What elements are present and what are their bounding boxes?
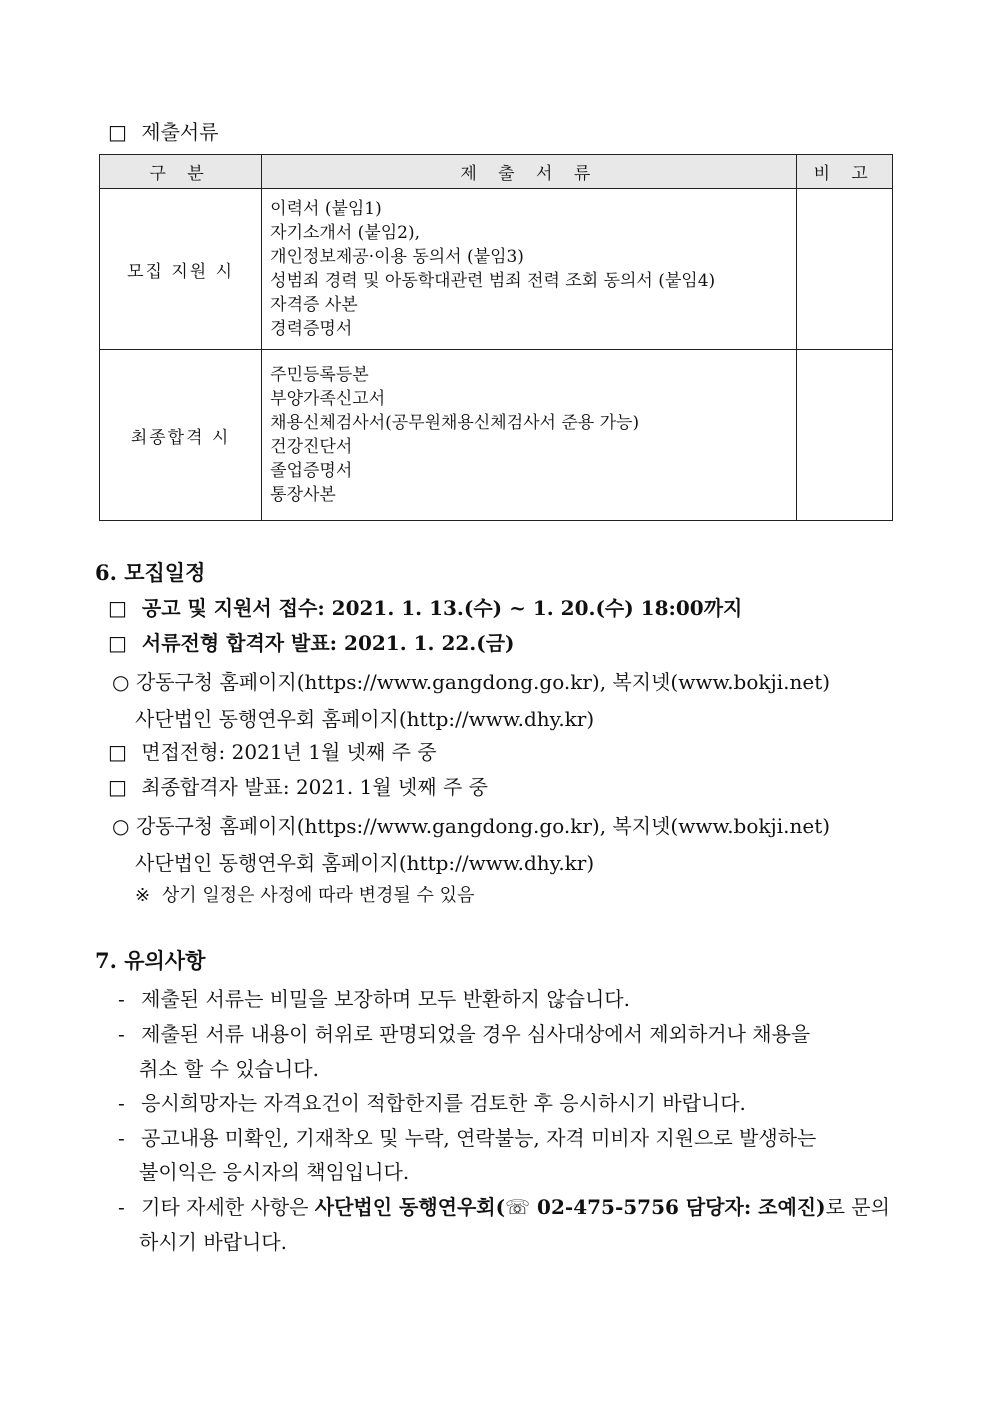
header-category: 구 분 bbox=[100, 155, 262, 189]
dash-marker: - bbox=[118, 1022, 125, 1046]
schedule-item bbox=[135, 703, 594, 732]
schedule-item bbox=[108, 736, 437, 765]
row-note bbox=[797, 189, 893, 350]
row-category: 모집 지원 시 bbox=[100, 189, 262, 350]
notes-item-contact bbox=[118, 1191, 890, 1220]
schedule-item bbox=[108, 771, 488, 800]
circle-marker: ○ bbox=[112, 670, 130, 694]
schedule-text: 상기 일정은 사정에 따라 변경될 수 있음 bbox=[161, 885, 475, 906]
header-documents: 제 출 서 류 bbox=[262, 155, 797, 189]
header-note: 비 고 bbox=[797, 155, 893, 189]
schedule-text: 공고 및 지원서 접수: 2021. 1. 13.(수) ~ 1. 20.(수) 18:00까지 bbox=[141, 596, 743, 620]
checkbox-marker: □ bbox=[108, 120, 127, 144]
dash-marker: - bbox=[118, 1091, 125, 1115]
document-item: 졸업증명서 bbox=[270, 461, 353, 481]
document-item: 자격증 사본 bbox=[270, 295, 358, 315]
checkbox-marker: □ bbox=[108, 775, 127, 799]
schedule-item bbox=[112, 666, 830, 695]
notes-text: 응시희망자는 자격요건이 적합한지를 검토한 후 응시하시기 바랍니다. bbox=[141, 1091, 746, 1115]
document-item: 채용신체검사서(공무원채용신체검사서 준용 가능) bbox=[270, 413, 640, 433]
notes-heading: 7. 유의사항 bbox=[95, 948, 206, 973]
document-item: 부양가족신고서 bbox=[270, 389, 386, 409]
table-header-row bbox=[100, 155, 893, 189]
schedule-text: 서류전형 합격자 발표: 2021. 1. 22.(금) bbox=[141, 631, 515, 655]
table-row bbox=[100, 189, 893, 350]
section-title-submit bbox=[108, 116, 219, 145]
schedule-item bbox=[112, 810, 830, 839]
document-item: 개인정보제공·이용 동의서 (붙임3) bbox=[270, 247, 524, 267]
schedule-item bbox=[108, 627, 515, 656]
dash-marker: - bbox=[118, 1126, 125, 1150]
notes-text: 공고내용 미확인, 기재착오 및 누락, 연락불능, 자격 미비자 지원으로 발생하는 bbox=[141, 1126, 817, 1150]
row-note bbox=[797, 350, 893, 521]
notes-text-continued: 취소 할 수 있습니다. bbox=[139, 1057, 319, 1081]
contact-org: 사단법인 동행연우회( bbox=[314, 1195, 506, 1219]
notes-item bbox=[118, 1122, 816, 1151]
notes-text: 제출된 서류 내용이 허위로 판명되었을 경우 심사대상에서 제외하거나 채용을 bbox=[141, 1022, 811, 1046]
document-item: 건강진단서 bbox=[270, 437, 353, 457]
schedule-text: 면접전형: 2021년 1월 넷째 주 중 bbox=[141, 740, 437, 764]
dash-marker: - bbox=[118, 987, 125, 1011]
contact-prefix: 기타 자세한 사항은 bbox=[141, 1195, 315, 1219]
notes-item bbox=[118, 983, 630, 1012]
checkbox-marker: □ bbox=[108, 740, 127, 764]
note-marker: ※ bbox=[135, 885, 151, 906]
schedule-item bbox=[135, 847, 594, 876]
notes-text-continued: 불이익은 응시자의 책임입니다. bbox=[139, 1160, 410, 1184]
schedule-text: 사단법인 동행연우회 홈페이지(http://www.dhy.kr) bbox=[135, 851, 595, 875]
schedule-item bbox=[108, 592, 742, 621]
schedule-item bbox=[135, 881, 474, 907]
notes-text-continued: 하시기 바랍니다. bbox=[139, 1230, 287, 1254]
row-documents bbox=[262, 350, 797, 521]
notes-item bbox=[118, 1087, 746, 1116]
notes-item bbox=[118, 1018, 810, 1047]
notes-text: 제출된 서류는 비밀을 보장하며 모두 반환하지 않습니다. bbox=[141, 987, 630, 1011]
documents-table bbox=[99, 154, 893, 521]
row-category: 최종합격 시 bbox=[100, 350, 262, 521]
document-item: 성범죄 경력 및 아동학대관련 범죄 전력 조회 동의서 (붙임4) bbox=[270, 271, 716, 291]
table-row bbox=[100, 350, 893, 521]
document-item: 주민등록등본 bbox=[270, 365, 369, 385]
schedule-text: 강동구청 홈페이지(https://www.gangdong.go.kr), 복지넷(www.bokji.net) bbox=[135, 670, 831, 694]
document-item: 자기소개서 (붙임2), bbox=[270, 223, 420, 243]
document-item: 이력서 (붙임1) bbox=[270, 199, 382, 219]
circle-marker: ○ bbox=[112, 814, 130, 838]
document-item: 통장사본 bbox=[270, 485, 336, 505]
contact-suffix: 로 문의 bbox=[825, 1195, 890, 1219]
schedule-text: 강동구청 홈페이지(https://www.gangdong.go.kr), 복지넷(www.bokji.net) bbox=[135, 814, 831, 838]
schedule-text: 최종합격자 발표: 2021. 1월 넷째 주 중 bbox=[141, 775, 488, 799]
phone-icon: ☏ bbox=[505, 1195, 531, 1219]
schedule-heading: 6. 모집일정 bbox=[95, 560, 206, 585]
contact-phone: 02-475-5756 담당자: 조예진) bbox=[530, 1195, 826, 1219]
schedule-text: 사단법인 동행연우회 홈페이지(http://www.dhy.kr) bbox=[135, 707, 595, 731]
section-title-text: 제출서류 bbox=[141, 120, 219, 144]
checkbox-marker: □ bbox=[108, 596, 127, 620]
document-item: 경력증명서 bbox=[270, 319, 353, 339]
dash-marker: - bbox=[118, 1195, 125, 1219]
checkbox-marker: □ bbox=[108, 631, 127, 655]
row-documents bbox=[262, 189, 797, 350]
